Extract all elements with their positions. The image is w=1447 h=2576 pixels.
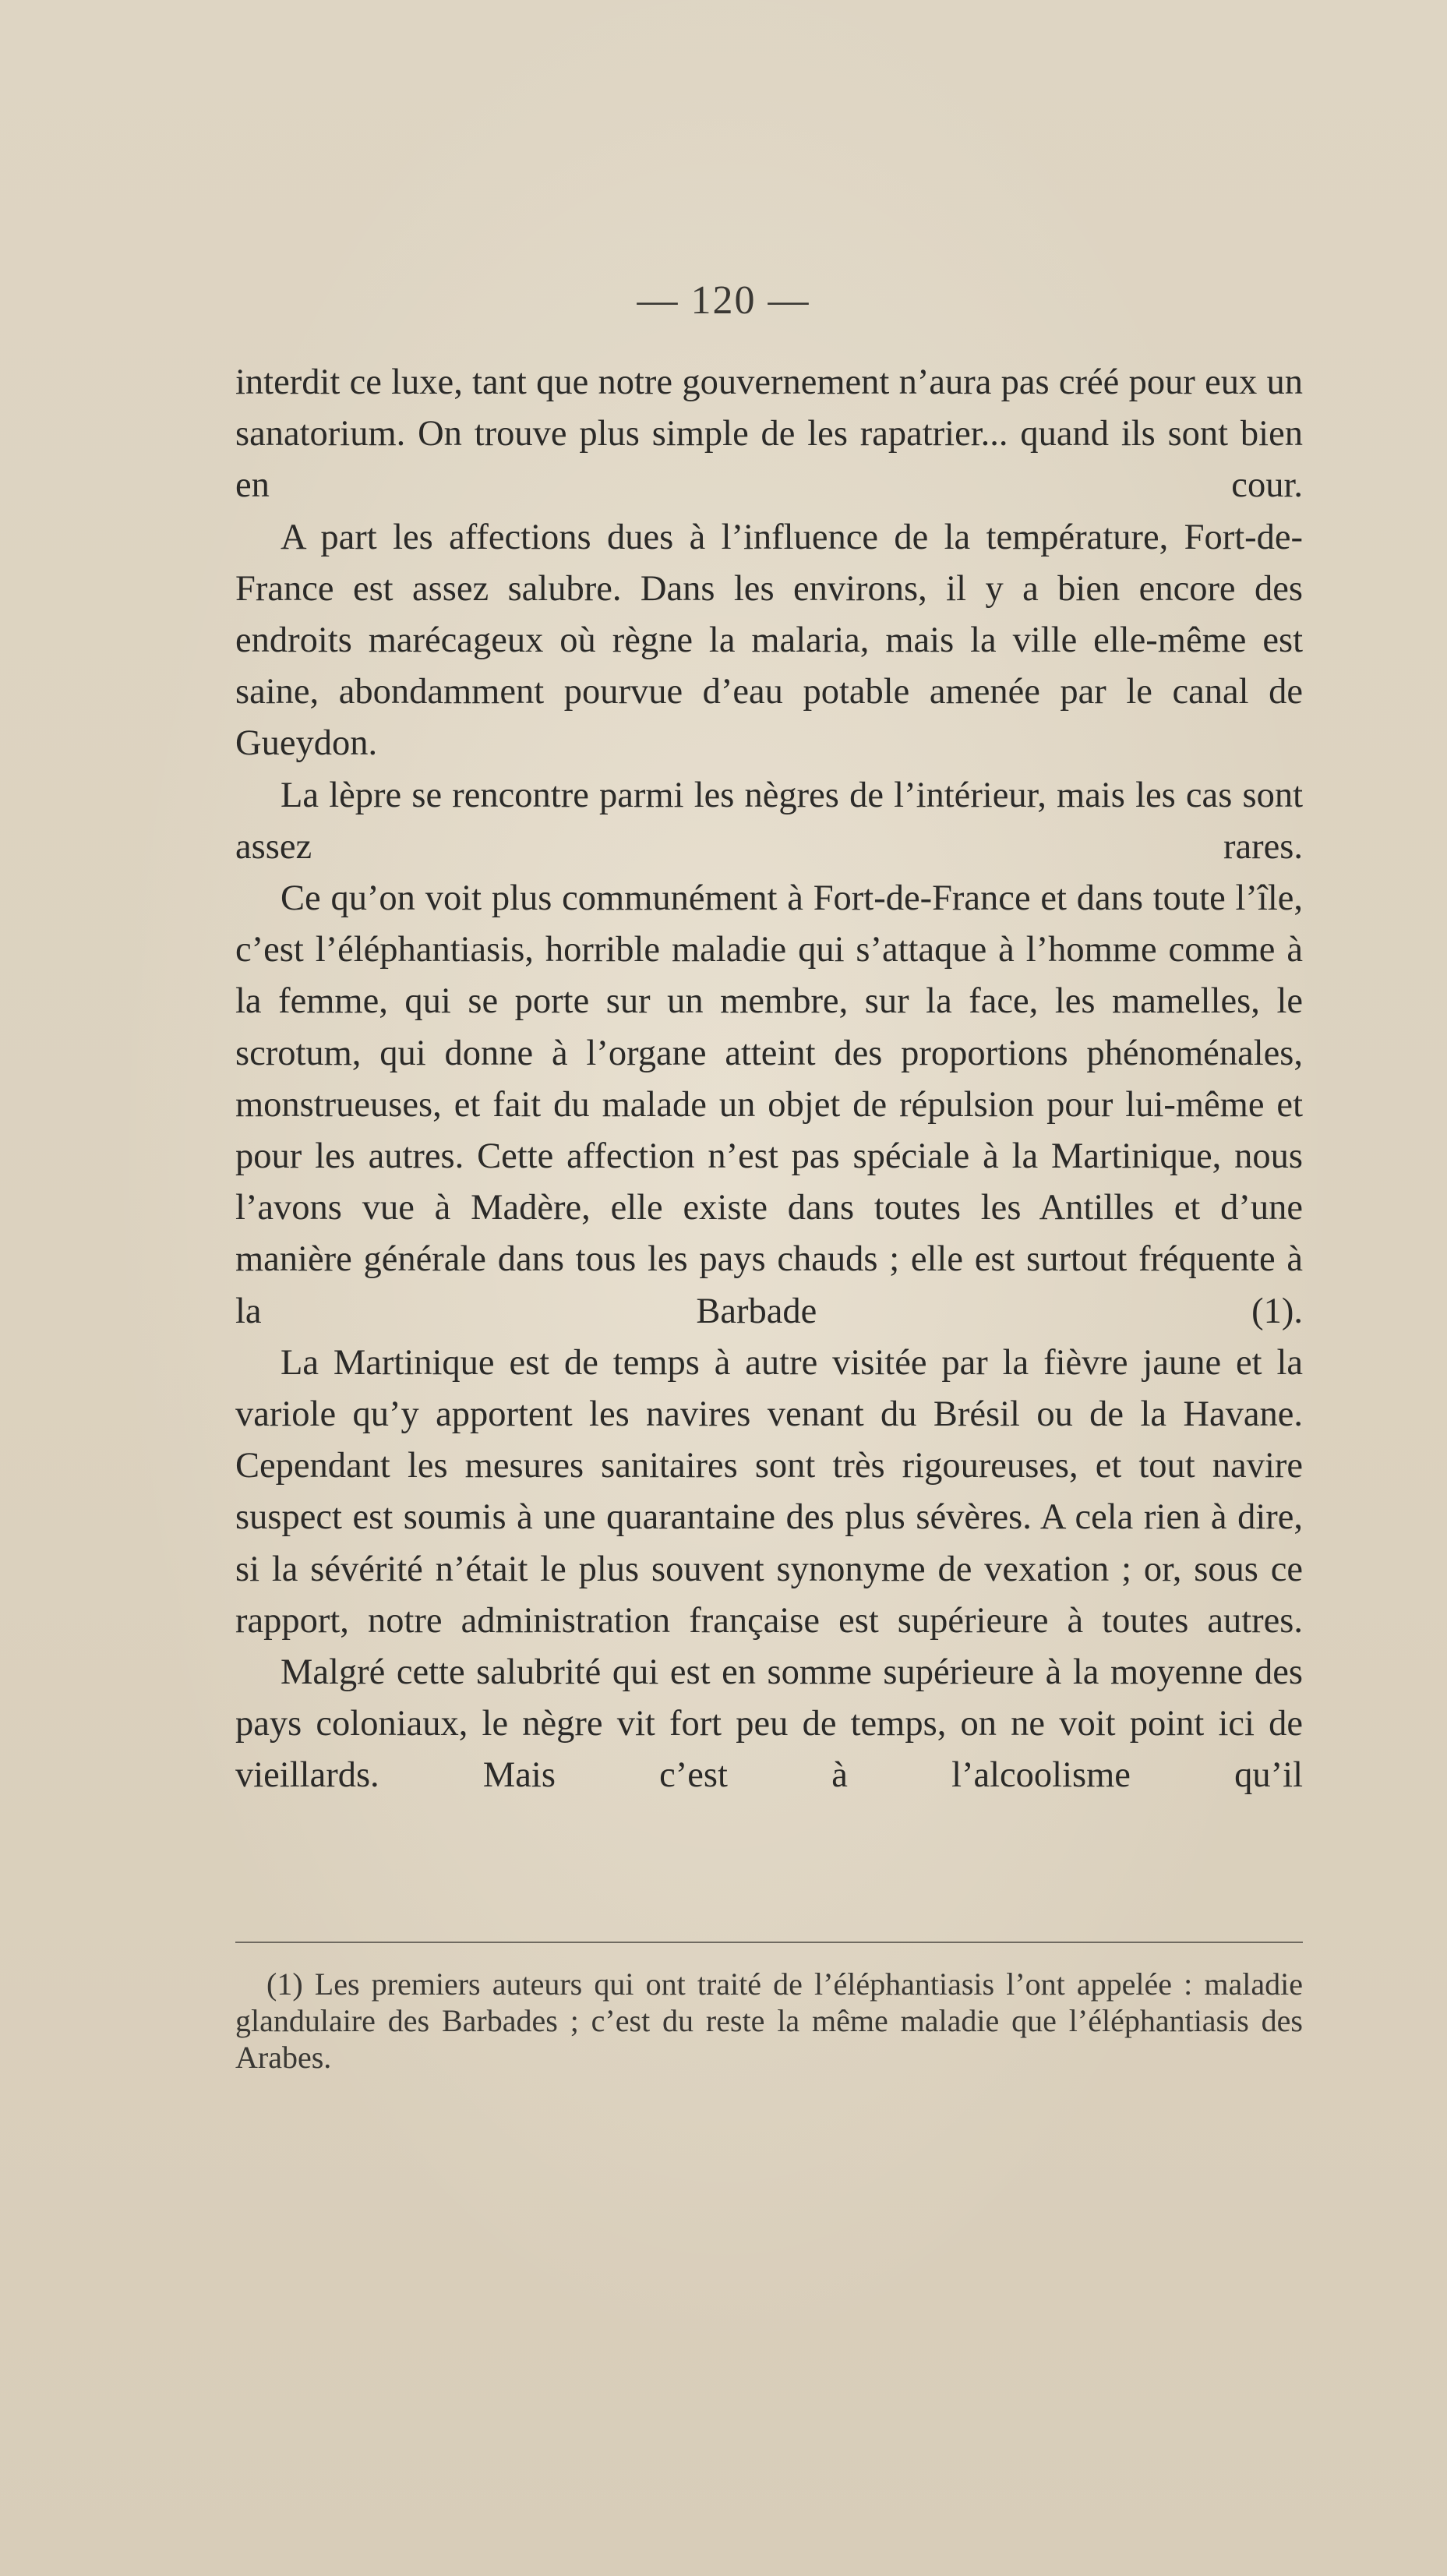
paragraph-5: La Martinique est de temps à autre visitée par la fièvre jaune et la variole qu’y apportent les navires venant du Brésil ou de la Havane. Cependant les mesures sanitaires sont très rigoureuses, et tout navire suspect est soumis à une quarantaine des plus sévères. A cela rien à dire, si la sévérité n’était le plus souvent synonyme de vexation ; or, sous ce rapport, notre administration française est supérieure à toutes autres.	[235, 1342, 1303, 1641]
body-text	[235, 357, 1303, 1802]
paragraph-6: Malgré cette salubrité qui est en somme supérieure à la moyenne des pays coloniaux, le nègre vit fort peu de temps, on ne voit point ici de vieillards. Mais c’est à l’alcoolisme qu’il	[235, 1652, 1303, 1796]
page-number: — 120 —	[637, 278, 810, 323]
paragraph-1: interdit ce luxe, tant que notre gouvernement n’aura pas créé pour eux un sanatorium. On trouve plus simple de les rapatrier... quand ils sont bien en cour.	[235, 362, 1303, 506]
paragraph-2: A part les affections dues à l’influence de la température, Fort-de-France est assez salubre. Dans les environs, il y a bien encore des endroits marécageux où règne la malaria, mais la ville elle-même est saine, abondamment pourvue d’eau potable amenée par le canal de Gueydon.	[235, 517, 1303, 764]
footnote-divider	[235, 1942, 1303, 1943]
paragraph-4: Ce qu’on voit plus communément à Fort-de-France et dans toute l’île, c’est l’éléphantiasis, horrible maladie qui s’attaque à l’homme comme à la femme, qui se porte sur un membre, sur la face, les mamelles, le scrotum, qui donne à l’organe atteint des proportions phénoménales, monstrueuses, et fait du malade un objet de répulsion pour lui-même et pour les autres. Cette affection n’est pas spéciale à la Martinique, nous l’avons vue à Madère, elle existe dans toutes les Antilles et d’une manière générale dans tous les pays chauds ; elle est surtout fréquente à la Barbade (1).	[235, 878, 1303, 1331]
paragraph-3: La lèpre se rencontre parmi les nègres de l’intérieur, mais les cas sont assez rares.	[235, 775, 1303, 867]
footnote: (1) Les premiers auteurs qui ont traité de l’éléphantiasis l’ont appelée : maladie glandulaire des Barbades ; c’est du reste la même maladie que l’éléphantiasis des Arabes.	[235, 1966, 1303, 2075]
